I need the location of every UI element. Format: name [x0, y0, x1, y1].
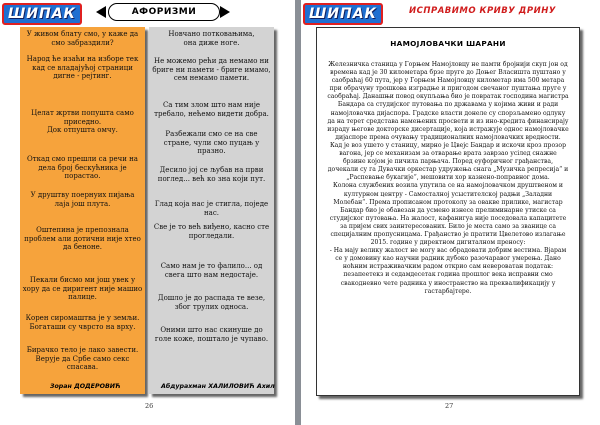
page-number: 26 — [145, 402, 154, 410]
aphorism: Оштепина је препознала проблем али дотични није хтео да беноне. — [24, 226, 141, 252]
author-name: Зоран ДОДЕРОВИЋ — [50, 383, 121, 390]
article-text: Железничка станица у Горњем Намојловцу не памти бројнији скуп јон од времена кад је 30 километара брзе пруге до Доњег Власиштa пуштано у саобраћај 60 пута, јер у Горњем Намојловцу километар има 500 метара при обрачуну трошкова изградње и пригодом свечаног пуштања пруге у саобраћај. Данашњи повод окупљања био је повратак господина магистра Бандара са студијског путовања по државама у којима живи и ради намојловачка дијаспора. Градске власти донеле су спорзљамено одлуку да на терет средстава намењених просвети и из ино-кредита финансирају израду његове докторске дисертације, која истражује однос намојловачке дијаспоре према очувању традиционалних намојловачких вредности. Кад је воз ушето у станицу, мирно је Цвејс Бандар и искочи кроз прозор вагона, јер се механизам за отварање врата заврзао усілед снажне брзине којом је пичила парњача. Поред еуфоричног грађанства, дочекали су га Дувачки оркестар удружења снага „Музичка репресија“ и „Распевање букагије“, мешовити хор казнено-поправног дома. Колона службених возила упутила се на намојловачком друштвеном и културном центру - Самосталној усыстителској радњи „Заладни Молебан“. Према прописаном протоколу за овакве прилике, магистар Бандар био је обавезан да усмено изнесе прелиминарне утиске са студијског путовања. На жалост, кафанигуа није поседовала капацитете за пријем свих заинтересованих. Било је места само за званице са специјалним пропусницама. Грађанство је пратити Цвелетово излагање 2015. године у директном дигиталном преносу: - На мају велику жалост не могу вас обрадовати добрим вестима. Вјарам се у домовину као научни радник дубоко разочаравог умерења. Дано ноћним истраживачким радом открио сам невероватан податак: пезапеетекз и седамдесетак година прошлог века исправни смо свакодневно чете радника у иностранство на преквалификацију у гастарбајтере. — [327, 61, 569, 295]
aphorism: Све је то већ виђено, касно сте прогледали. — [153, 223, 270, 240]
aphorism: Бирачко тело је лако завести. Верује да Србе само секс спасава. — [26, 346, 139, 372]
page-number: 27 — [445, 402, 454, 410]
right-page — [301, 0, 600, 425]
aphorism: Корен сиромаштва је у земљи. Богаташи су чврсто на врху. — [25, 314, 140, 331]
magazine-logo: ШИПАК — [2, 3, 82, 25]
aphorism: Само нам је то фалило... од свега што нам недостаје. — [160, 262, 263, 279]
aphorism: Народ ће изаћи на изборе тек кад се владајућој страници дигне - рејтинг. — [26, 55, 139, 81]
article-title: НАМОЈЛОВАЧКИ ШАРАНИ — [390, 39, 506, 48]
aphorism: Разбежали смо се на све стране, чули смо пуцањ у празно. — [163, 130, 260, 156]
aphorism-column-left — [20, 27, 145, 394]
aphorism: Целат жртви попушта само приседно. Док отпушта омчу. — [31, 109, 134, 135]
section-title: АФОРИЗМИ — [108, 3, 220, 21]
aphorism: Са тим злом што нам није требало, нећемо видети добра. — [154, 101, 269, 118]
aphorism: Глад која нас је стигла, поједе нас. — [154, 200, 269, 217]
aphorism: Пекали бисмо ми још увек у хору да се диригент није машио палице. — [22, 276, 143, 302]
arrow-left-icon — [96, 6, 106, 18]
aphorism: У друштву поернуих пијања лаја још плута. — [30, 191, 135, 208]
aphorism-column-right — [149, 27, 274, 394]
arrow-right-icon — [220, 6, 230, 18]
left-page — [0, 0, 295, 425]
aphorism: У живом блату смо, у каже да смо забраздили? — [26, 30, 139, 47]
aphorism: Откад смо прешли са речи на дела број бескућника је порастао. — [27, 155, 138, 181]
magazine-logo: ШИПАК — [303, 3, 383, 25]
header-slogan: ИСПРАВИМО КРИВУ ДРИНУ — [409, 6, 556, 16]
aphorism: Оними што нас скинуше до голе коже, поштало је чупаво. — [154, 326, 269, 343]
aphorism: Новчано потковањима, она диже ноге. — [168, 30, 255, 47]
author-name: Абдурахман ХАЛИЛОВИЋ Ахил — [161, 383, 275, 390]
aphorism: Дошло је до распада те везе, због трулих односа. — [157, 294, 266, 311]
aphorism: Десило јој се љубав на први поглед... већ ко зна који пут. — [157, 166, 266, 183]
article-box — [316, 27, 580, 396]
aphorism: Не можемо рећи да немамо ни бриге ни памети - бриге имамо, сем немамо памети. — [152, 57, 271, 83]
